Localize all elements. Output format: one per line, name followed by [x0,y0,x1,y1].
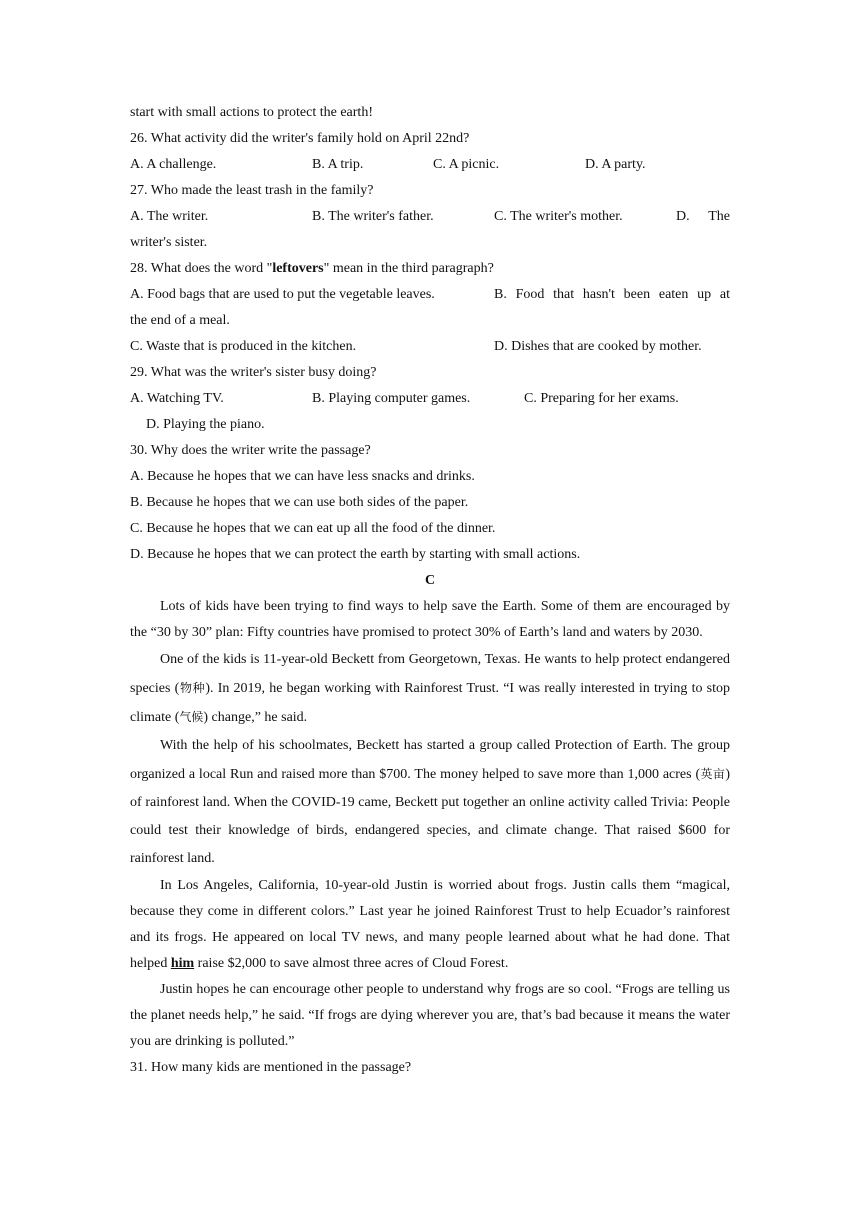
question-30: 30. Why does the writer write the passage? [130,443,371,458]
document-body [130,100,730,1081]
paragraph-2: One of the kids is 11-year-old Beckett from Georgetown, Texas. He wants to help protect endangered species (物种). In 2019, he began working with Rainforest Trust. “I was really interested in trying to stop climate (气候) change,” he said. [130,652,730,725]
option-d-continued: writer's sister. [130,235,208,250]
underlined-word-him: him [170,956,195,971]
option-b: B. A trip. [312,157,364,172]
passage-b-closing: start with small actions to protect the earth! [130,105,373,120]
option-a: A. Watching TV. [130,391,224,406]
option-b: B. The writer's father. [312,209,434,224]
option-c: C. Because he hopes that we can eat up all the food of the dinner. [130,521,496,536]
option-c: C. The writer's mother. [494,209,623,224]
question-28-options-row1 [130,282,730,308]
question-28: 28. What does the word "leftovers" mean in the third paragraph? [130,261,494,276]
option-a: A. Because he hopes that we can have less snacks and drinks. [130,469,475,484]
option-a: A. The writer. [130,209,209,224]
chinese-gloss: 英亩 [700,767,726,781]
option-d: D. Dishes that are cooked by mother. [494,339,702,354]
paragraph-3: With the help of his schoolmates, Beckett has started a group called Protection of Earth. The group organized a local Run and raised more than $700. The money helped to save more than 1,000 acres (英亩) of rainforest land. When the COVID-19 came, Beckett put together an online activity called Trivia: People could test their knowledge of birds, endangered species, and climate change. That raised $600 for rainforest land. [130,738,730,866]
option-a: A. A challenge. [130,157,217,172]
question-27: 27. Who made the least trash in the family? [130,183,374,198]
chinese-gloss: 物种 [179,681,206,695]
question-31: 31. How many kids are mentioned in the passage? [130,1060,412,1075]
option-b: B. Because he hopes that we can use both sides of the paper. [130,495,469,510]
option-c: C. Waste that is produced in the kitchen. [130,339,357,354]
chinese-gloss: 气候 [179,710,204,724]
option-b: B. Playing computer games. [312,391,471,406]
question-28-options-row2 [130,334,730,360]
paragraph-1: Lots of kids have been trying to find ways to help save the Earth. Some of them are encouraged by the “30 by 30” plan: Fifty countries have promised to protect 30% of Earth’s land and waters by 2030. [130,599,730,640]
question-26-options [130,152,730,178]
question-26: 26. What activity did the writer's family hold on April 22nd? [130,131,470,146]
option-c: C. Preparing for her exams. [524,391,679,406]
question-27-options [130,204,730,230]
option-d: D. The [676,209,730,224]
option-a: A. Food bags that are used to put the vegetable leaves. [130,287,435,302]
question-29: 29. What was the writer's sister busy doing? [130,365,377,380]
option-b-continued: the end of a meal. [130,313,230,328]
paragraph-4: In Los Angeles, California, 10-year-old Justin is worried about frogs. Justin calls them “magical, because they come in different colors.” Last year he joined Rainforest Trust to help Ecuador’s rainforest and its frogs. He appeared on local TV news, and many people learned about what he had done. That helped him raise $2,000 to save almost three acres of Cloud Forest. [130,878,730,971]
option-b: B. Food that hasn't been eaten up at [494,287,730,302]
option-d: D. Because he hopes that we can protect the earth by starting with small actions. [130,547,581,562]
option-d: D. A party. [585,157,646,172]
option-c: C. A picnic. [433,157,500,172]
paragraph-5: Justin hopes he can encourage other people to understand why frogs are so cool. “Frogs are telling us the planet needs help,” he said. “If frogs are dying wherever you are, that’s bad because it means the water you are drinking is polluted.” [130,982,730,1049]
question-29-options [130,386,730,412]
keyword-leftovers: leftovers [272,261,324,276]
section-heading: C [424,573,436,588]
option-d: D. Playing the piano. [146,417,265,432]
